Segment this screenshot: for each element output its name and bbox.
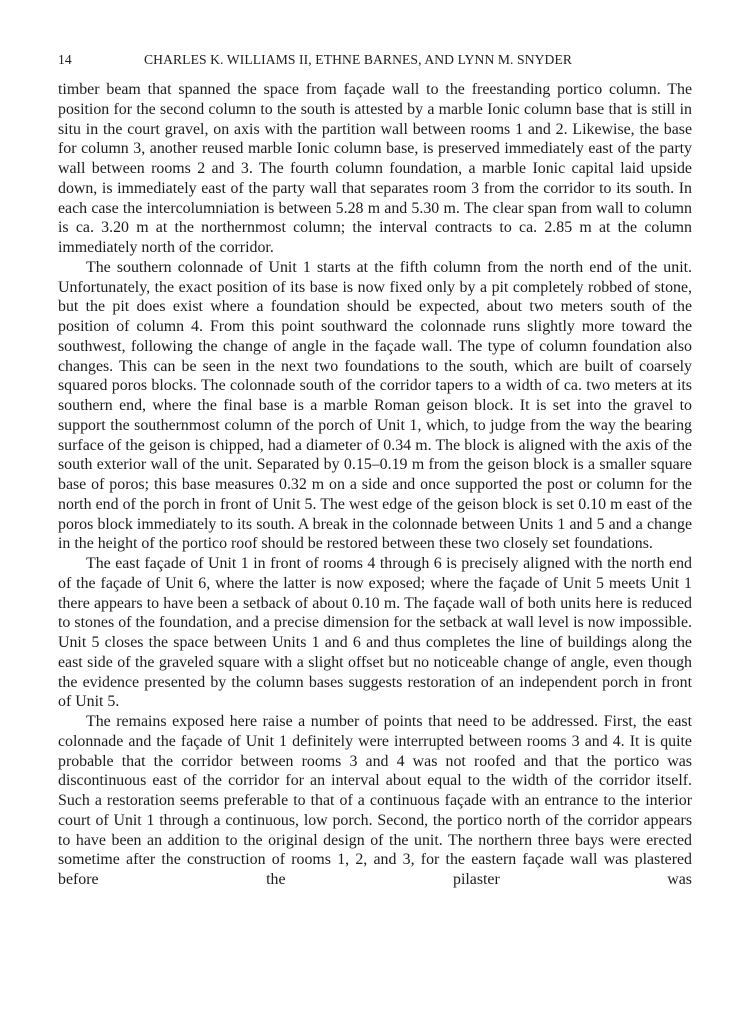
paragraph-2: The southern colonnade of Unit 1 starts at the fifth column from the north end of the unit. Unfortunately, the exact position of its base is now fixed only by a pit completely robbed of stone, but the pit does exist where a foundation should be expected, about two meters south of the position of column 4. From this point southward the colonnade runs slightly more toward the southwest, following the change of angle in the façade wall. The type of column foundation also changes. This can be seen in the next two foundations to the south, which are built of coarsely squared poros blocks. The colonnade south of the corridor tapers to a width of ca. two meters at its southern end, where the final base is a marble Roman geison block. It is set into the gravel to support the southernmost column of the porch of Unit 1, which, to judge from the way the bearing surface of the geison is chipped, had a diameter of 0.34 m. The block is aligned with the axis of the south exterior wall of the unit. Separated by 0.15–0.19 m from the geison block is a smaller square base of poros; this base measures 0.32 m on a side and once supported the post or column for the north end of the porch in front of Unit 5. The west edge of the geison block is set 0.10 m east of the poros block immediately to its south. A break in the colonnade between Units 1 and 5 and a change in the height of the portico roof should be restored between these two closely set foundations. bbox=[58, 258, 692, 553]
paragraph-4: The remains exposed here raise a number of points that need to be addressed. First, the east colonnade and the façade of Unit 1 definitely were interrupted between rooms 3 and 4. It is quite probable that the corridor between rooms 3 and 4 was not roofed and that the portico was discontinuous east of the corridor for an interval about equal to the width of the corridor itself. Such a restoration seems preferable to that of a continuous façade with an entrance to the interior court of Unit 1 through a continuous, low porch. Second, the portico north of the corridor appears to have been an addition to the original design of the unit. The northern three bays were erected sometime after the construction of rooms 1, 2, and 3, for the eastern façade wall was plastered before the pilaster was bbox=[58, 713, 692, 888]
body-text bbox=[58, 80, 692, 890]
running-title: CHARLES K. WILLIAMS II, ETHNE BARNES, AND LYNN M. SNYDER bbox=[144, 52, 573, 67]
page-number: 14 bbox=[58, 52, 72, 67]
running-head bbox=[58, 52, 692, 80]
paragraph-3: The east façade of Unit 1 in front of rooms 4 through 6 is precisely aligned with the north end of the façade of Unit 6, where the latter is now exposed; where the façade of Unit 5 meets Unit 1 there appears to have been a setback of about 0.10 m. The façade wall of both units here is reduced to stones of the foundation, and a precise dimension for the setback at wall level is now impossible. Unit 5 closes the space between Units 1 and 6 and thus completes the line of buildings along the east side of the graveled square with a slight offset but no noticeable change of angle, even though the evidence presented by the column bases suggests restoration of an independent porch in front of Unit 5. bbox=[58, 555, 692, 711]
paragraph-1: timber beam that spanned the space from façade wall to the freestanding portico column. The position for the second column to the south is attested by a marble Ionic column base that is still in situ in the court gravel, on axis with the partition wall between rooms 1 and 2. Likewise, the base for column 3, another reused marble Ionic column base, is preserved immediately east of the party wall between rooms 2 and 3. The fourth column foundation, a marble Ionic capital laid upside down, is immediately east of the party wall that separates room 3 from the corridor to its south. In each case the intercolumniation is between 5.28 m and 5.30 m. The clear span from wall to column is ca. 3.20 m at the northernmost column; the interval contracts to ca. 2.85 m at the column immediately north of the corridor. bbox=[58, 81, 692, 256]
